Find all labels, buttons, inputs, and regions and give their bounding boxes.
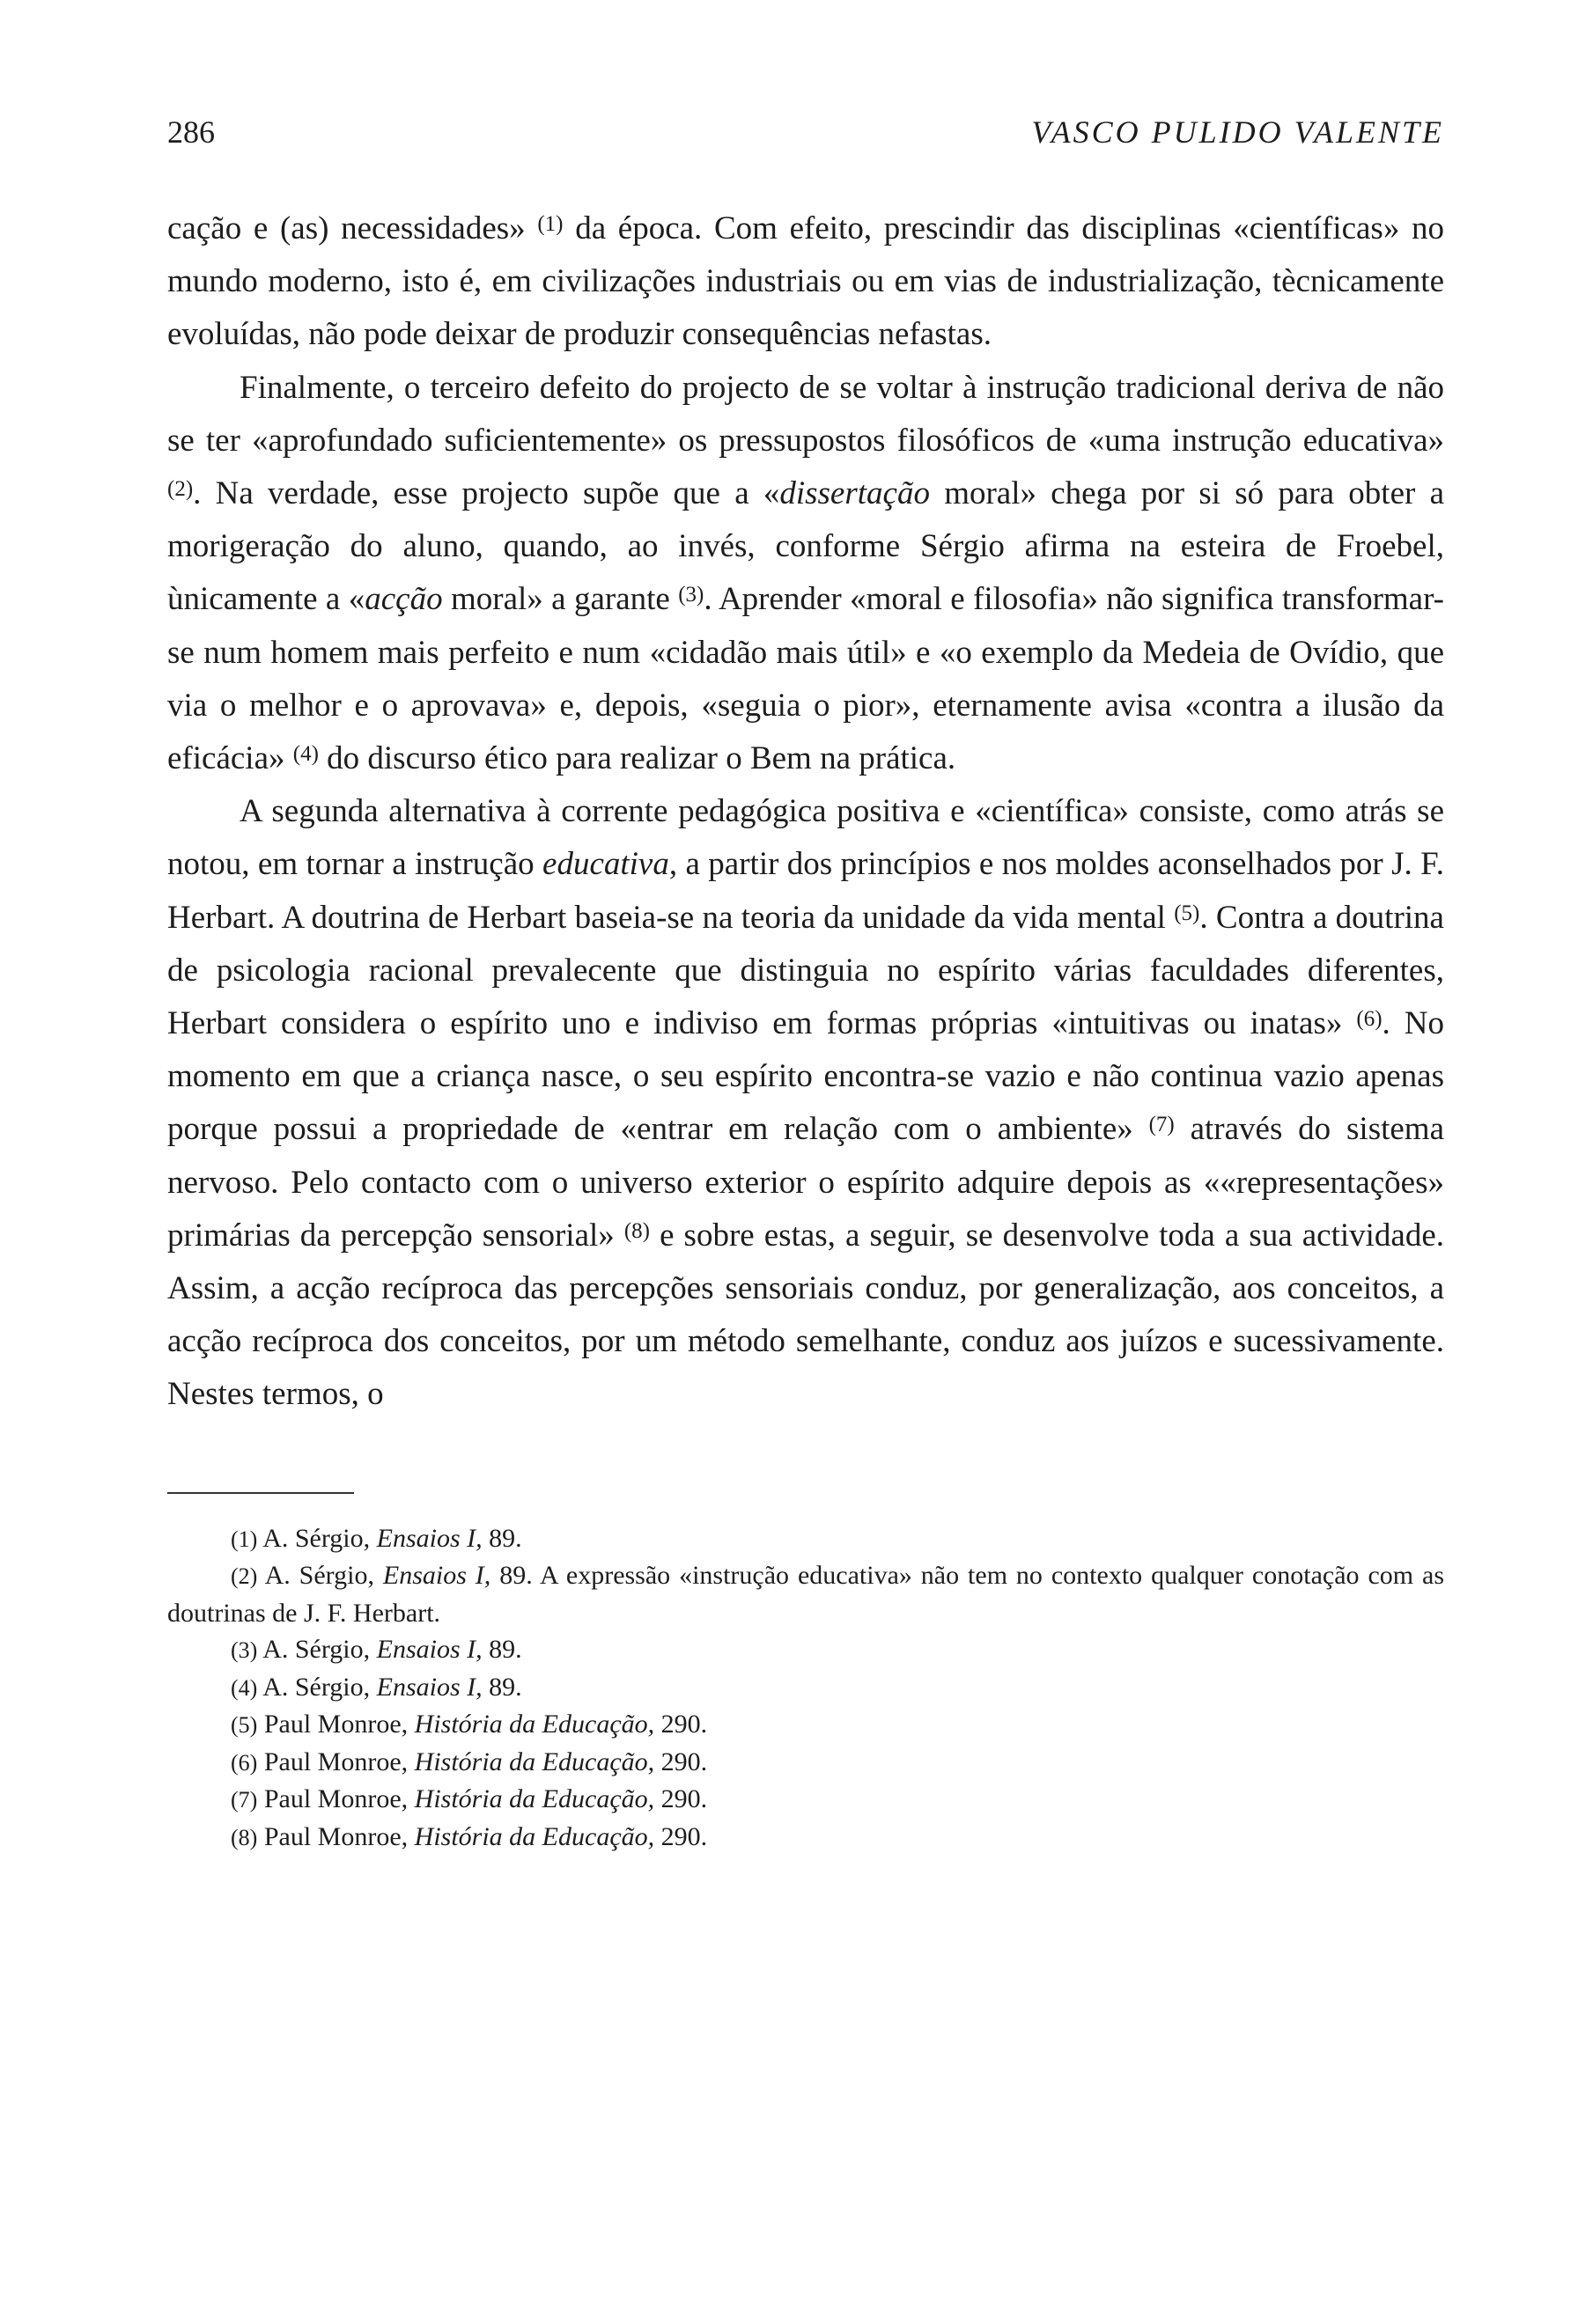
footnote-title: História da Educação, xyxy=(414,1710,655,1739)
footnote-rule xyxy=(167,1492,354,1494)
italic-run: acção xyxy=(365,581,443,618)
footnote xyxy=(167,1669,1444,1707)
footnote-rest: 290. xyxy=(654,1747,708,1776)
text-run: Finalmente, o terceiro defeito do projecto de se voltar à instrução tradicional deriva de não se ter «aprofundado suficientemente» os pressupostos filosóficos de «uma instrução educativa» xyxy=(167,369,1444,459)
text-run: moral» a garante xyxy=(442,581,670,618)
text-run: da época. Com efeito, prescindir das disciplinas «científicas» no mundo moderno, isto é, em civilizações industriais ou em vias de industrialização, tècnicamente evoluídas, não pode deixar de produzir consequências nefastas. xyxy=(167,210,1444,353)
text-run: . No momento em que a criança nasce, o seu espírito encontra-se vazio e não continua vazio apenas porque possui a propriedade de «entrar em relação com o ambiente» xyxy=(167,1005,1444,1148)
text-run: A segunda alternativa à corrente pedagógica positiva e «científica» consiste, como atrás se notou, em tornar a instrução xyxy=(167,793,1444,883)
paragraph-3 xyxy=(167,785,1444,1421)
footnote-author: A. Sérgio, xyxy=(262,1523,377,1553)
footnote-ref-4[interactable]: (4) xyxy=(292,742,319,767)
footnote-title: Ensaios I, xyxy=(376,1523,483,1553)
text-run: , a partir dos princípios e nos moldes aconselhados por J. F. Herbart. A doutrina de Herbart baseia-se na teoria da unidade da vida mental xyxy=(167,846,1445,936)
footnote-title: Ensaios I, xyxy=(382,1561,491,1591)
footnote-ref-3[interactable]: (3) xyxy=(678,583,704,607)
text-run: cação e (as) necessidades» xyxy=(167,210,526,246)
footnote-author: A. Sérgio, xyxy=(262,1672,377,1702)
page xyxy=(167,106,1444,1856)
footnote-ref-2[interactable]: (2) xyxy=(167,477,194,502)
footnote-ref-5[interactable]: (5) xyxy=(1174,901,1200,925)
footnote-ref-7[interactable]: (7) xyxy=(1148,1113,1175,1137)
footnote-ref-1[interactable]: (1) xyxy=(537,212,564,236)
footnote-rest: 89. xyxy=(482,1672,522,1702)
footnote-number: (3) xyxy=(231,1637,258,1664)
footnote xyxy=(167,1819,1444,1857)
italic-run: educativa xyxy=(542,846,669,883)
footnote-author: Paul Monroe, xyxy=(263,1784,415,1814)
footnote-number: (7) xyxy=(231,1787,258,1813)
running-title: VASCO PULIDO VALENTE xyxy=(1031,114,1444,150)
footnote-rest: 89. A expressão «instrução educativa» não tem no contexto qualquer conotação com as doutrinas de J. F. Herbart. xyxy=(167,1561,1444,1628)
footnote-rest: 290. xyxy=(654,1821,708,1851)
footnote-author: A. Sérgio, xyxy=(264,1561,383,1591)
running-head xyxy=(167,106,1444,158)
footnotes xyxy=(167,1520,1444,1857)
footnote-ref-6[interactable]: (6) xyxy=(1356,1007,1383,1032)
text-run: moral» chega por si só para obter a morigeração do aluno, quando, ao invés, conforme Sérgio afirma na esteira de Froebel, ùnicamente a « xyxy=(167,475,1444,618)
text-run: . Aprender «moral e filosofia» não significa transformar-se num homem mais perfeito e num «cidadão mais útil» e «o exemplo da Medeia de Ovídio, que via o melhor e o aprovava» e, depois, «seguia o pior», eternamente avisa «contra a ilusão da eficácia» xyxy=(167,581,1444,777)
footnote-ref-8[interactable]: (8) xyxy=(623,1218,651,1243)
text-run: . Contra a doutrina de psicologia racional prevalecente que distinguia no espírito várias faculdades diferentes, Herbart considera o espírito uno e indiviso em formas próprias «intuitivas ou inatas» xyxy=(167,899,1444,1042)
footnote-title: História da Educação, xyxy=(414,1821,655,1851)
italic-run: dissertação xyxy=(779,475,930,512)
footnote-author: A. Sérgio, xyxy=(262,1635,377,1665)
footnote-number: (4) xyxy=(231,1674,258,1701)
text-run: e sobre estas, a seguir, se desenvolve toda a sua actividade. Assim, a acção recíproca das percepções sensoriais conduz, por generalização, aos conceitos, a acção recíproca dos conceitos, por um método semelhante, conduz aos juízos e sucessivamente. Nestes termos, o xyxy=(167,1217,1445,1413)
footnote xyxy=(167,1781,1444,1819)
footnote-number: (8) xyxy=(231,1824,258,1850)
footnote-number: (5) xyxy=(231,1712,258,1739)
footnote xyxy=(167,1520,1444,1558)
footnote-number: (2) xyxy=(231,1563,258,1590)
body-text xyxy=(167,202,1444,1422)
footnote-rest: 89. xyxy=(482,1635,522,1665)
text-run: . Na verdade, esse projecto supõe que a « xyxy=(193,475,780,512)
footnote-title: Ensaios I, xyxy=(376,1672,483,1702)
paragraph-2 xyxy=(167,362,1444,786)
footnote-rest: 290. xyxy=(654,1710,708,1739)
footnote-rest: 290. xyxy=(654,1784,708,1814)
text-run: através do sistema nervoso. Pelo contacto com o universo exterior o espírito adquire depois as ««representações» primárias da percepção sensorial» xyxy=(167,1111,1444,1254)
text-run: do discurso ético para realizar o Bem na prática. xyxy=(318,740,956,777)
footnote-rest: 89. xyxy=(482,1523,522,1553)
footnote-number: (6) xyxy=(231,1749,258,1776)
footnote xyxy=(167,1744,1444,1782)
footnote-title: Ensaios I, xyxy=(376,1635,483,1665)
footnote xyxy=(167,1557,1444,1631)
footnote xyxy=(167,1706,1444,1744)
footnote-title: História da Educação, xyxy=(414,1784,655,1814)
footnote xyxy=(167,1631,1444,1669)
page-number: 286 xyxy=(167,114,215,150)
footnote-number: (1) xyxy=(231,1526,258,1552)
footnote-author: Paul Monroe, xyxy=(263,1747,415,1776)
footnote-author: Paul Monroe, xyxy=(263,1821,415,1851)
footnote-title: História da Educação, xyxy=(414,1747,655,1776)
footnote-author: Paul Monroe, xyxy=(263,1710,415,1739)
paragraph-1 xyxy=(167,202,1444,362)
